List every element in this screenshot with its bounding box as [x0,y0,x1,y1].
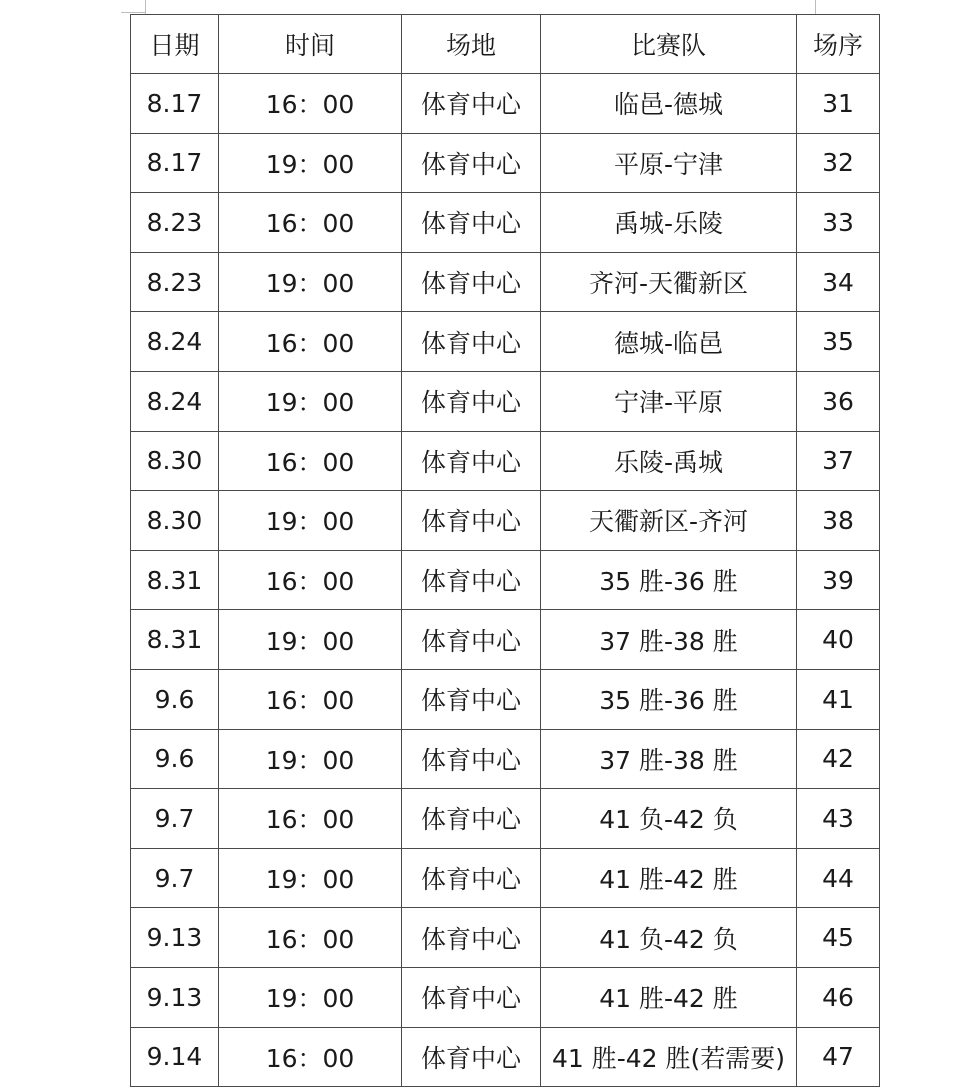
match-order-cell: 32 [797,133,880,193]
match-order-cell: 35 [797,312,880,372]
venue-cell: 体育中心 [402,789,541,849]
time-cell: 19：00 [219,252,402,312]
teams-cell: 41 负-42 负 [541,789,797,849]
match-order-cell: 33 [797,193,880,253]
time-cell: 19：00 [219,729,402,789]
teams-cell: 禹城-乐陵 [541,193,797,253]
teams-cell: 41 胜-42 胜 [541,848,797,908]
table-row [131,371,880,431]
schedule-table [130,14,880,1087]
table-row [131,789,880,849]
date-cell: 9.7 [131,789,219,849]
page-corner-mark [121,12,145,13]
teams-cell: 乐陵-禹城 [541,431,797,491]
venue-cell: 体育中心 [402,908,541,968]
time-cell: 19：00 [219,133,402,193]
table-row [131,491,880,551]
teams-cell: 齐河-天衢新区 [541,252,797,312]
date-cell: 8.30 [131,491,219,551]
match-order-cell: 40 [797,610,880,670]
teams-cell: 宁津-平原 [541,371,797,431]
venue-cell: 体育中心 [402,371,541,431]
match-order-cell: 39 [797,550,880,610]
venue-cell: 体育中心 [402,967,541,1027]
time-cell: 16：00 [219,789,402,849]
table-header-row [131,15,880,74]
header-order: 场序 [797,15,880,74]
teams-cell: 德城-临邑 [541,312,797,372]
match-order-cell: 46 [797,967,880,1027]
time-cell: 16：00 [219,193,402,253]
match-order-cell: 47 [797,1027,880,1087]
time-cell: 16：00 [219,550,402,610]
venue-cell: 体育中心 [402,848,541,908]
header-teams: 比赛队 [541,15,797,74]
time-cell: 16：00 [219,312,402,372]
table-row [131,550,880,610]
venue-cell: 体育中心 [402,610,541,670]
header-time: 时间 [219,15,402,74]
table-row [131,908,880,968]
date-cell: 9.13 [131,908,219,968]
table-row [131,967,880,1027]
time-cell: 19：00 [219,610,402,670]
teams-cell: 天衢新区-齐河 [541,491,797,551]
teams-cell: 平原-宁津 [541,133,797,193]
date-cell: 9.6 [131,669,219,729]
header-venue: 场地 [402,15,541,74]
date-cell: 8.17 [131,133,219,193]
table-body [131,74,880,1087]
time-cell: 16：00 [219,431,402,491]
match-order-cell: 38 [797,491,880,551]
table-row [131,74,880,134]
time-cell: 16：00 [219,908,402,968]
teams-cell: 37 胜-38 胜 [541,729,797,789]
date-cell: 9.14 [131,1027,219,1087]
table-row [131,669,880,729]
match-order-cell: 43 [797,789,880,849]
table-row [131,193,880,253]
table-row [131,312,880,372]
match-order-cell: 41 [797,669,880,729]
table-row [131,610,880,670]
date-cell: 8.24 [131,312,219,372]
table-row [131,252,880,312]
date-cell: 9.13 [131,967,219,1027]
venue-cell: 体育中心 [402,669,541,729]
venue-cell: 体育中心 [402,1027,541,1087]
date-cell: 9.6 [131,729,219,789]
time-cell: 19：00 [219,491,402,551]
match-order-cell: 31 [797,74,880,134]
match-order-cell: 36 [797,371,880,431]
venue-cell: 体育中心 [402,74,541,134]
teams-cell: 35 胜-36 胜 [541,550,797,610]
time-cell: 16：00 [219,74,402,134]
match-order-cell: 42 [797,729,880,789]
match-order-cell: 44 [797,848,880,908]
venue-cell: 体育中心 [402,729,541,789]
date-cell: 8.24 [131,371,219,431]
time-cell: 19：00 [219,967,402,1027]
header-date: 日期 [131,15,219,74]
time-cell: 16：00 [219,669,402,729]
venue-cell: 体育中心 [402,431,541,491]
match-order-cell: 34 [797,252,880,312]
date-cell: 8.31 [131,610,219,670]
table-row [131,848,880,908]
venue-cell: 体育中心 [402,252,541,312]
table-row [131,431,880,491]
date-cell: 8.31 [131,550,219,610]
page-margin-mark-right [815,0,816,14]
teams-cell: 41 负-42 负 [541,908,797,968]
table-row [131,729,880,789]
page-margin-mark-left [145,0,146,14]
time-cell: 16：00 [219,1027,402,1087]
teams-cell: 37 胜-38 胜 [541,610,797,670]
match-order-cell: 37 [797,431,880,491]
venue-cell: 体育中心 [402,312,541,372]
date-cell: 8.30 [131,431,219,491]
venue-cell: 体育中心 [402,550,541,610]
teams-cell: 临邑-德城 [541,74,797,134]
time-cell: 19：00 [219,848,402,908]
venue-cell: 体育中心 [402,193,541,253]
match-order-cell: 45 [797,908,880,968]
date-cell: 8.23 [131,252,219,312]
teams-cell: 35 胜-36 胜 [541,669,797,729]
date-cell: 8.23 [131,193,219,253]
teams-cell: 41 胜-42 胜(若需要) [541,1027,797,1087]
venue-cell: 体育中心 [402,491,541,551]
venue-cell: 体育中心 [402,133,541,193]
teams-cell: 41 胜-42 胜 [541,967,797,1027]
date-cell: 9.7 [131,848,219,908]
time-cell: 19：00 [219,371,402,431]
table-row [131,133,880,193]
date-cell: 8.17 [131,74,219,134]
